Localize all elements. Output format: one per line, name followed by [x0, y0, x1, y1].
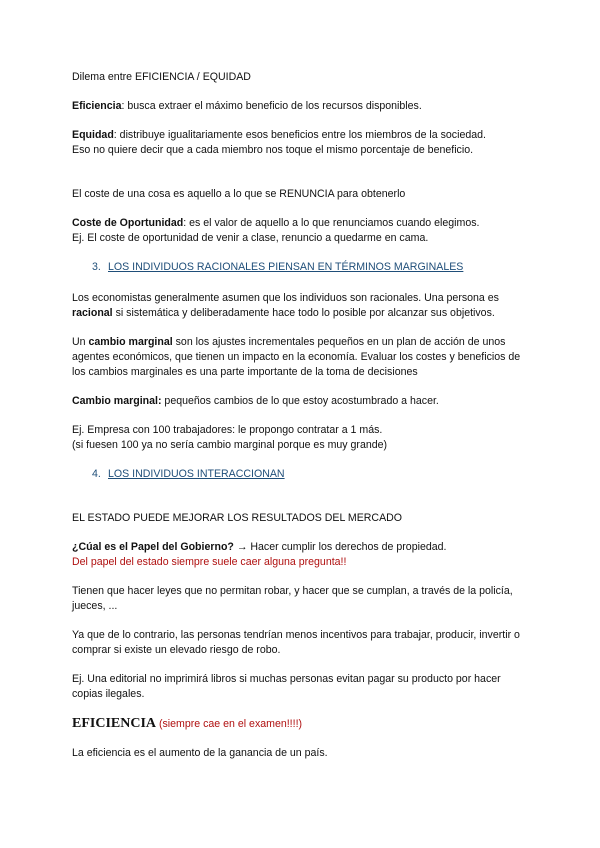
- cambio-marginal-def-term: Cambio marginal:: [72, 395, 162, 407]
- papel-paragraph: [72, 540, 532, 555]
- eficiencia-term: Eficiencia: [72, 100, 122, 112]
- estado-heading: EL ESTADO PUEDE MEJORAR LOS RESULTADOS DEL MERCADO: [72, 512, 403, 524]
- equidad-paragraph: [72, 128, 532, 143]
- section-3-link[interactable]: LOS INDIVIDUOS RACIONALES PIENSAN EN TÉRMINOS MARGINALES: [108, 261, 464, 273]
- equidad-line2: Eso no quiere decir que a cada miembro nos toque el mismo porcentaje de beneficio.: [72, 144, 474, 156]
- editorial-paragraph: Ej. Una editorial no imprimirá libros si muchas personas evitan pagar su producto por hacer copias ilegales.: [72, 673, 501, 700]
- racional-post: si sistemática y deliberadamente hace todo lo posible por alcanzar sus objetivos.: [112, 307, 495, 319]
- eficiencia-text: : busca extraer el máximo beneficio de los recursos disponibles.: [121, 100, 422, 112]
- racional-term: racional: [72, 307, 113, 319]
- section-4-link[interactable]: LOS INDIVIDUOS INTERACCIONAN: [108, 468, 285, 480]
- papel-answer: → Hacer cumplir los derechos de propiedad.: [233, 541, 447, 553]
- coste-oportunidad-text: : es el valor de aquello a lo que renunciamos cuando elegimos.: [183, 217, 480, 229]
- empresa-example-line1: Ej. Empresa con 100 trabajadores: le propongo contratar a 1 más.: [72, 424, 383, 436]
- section-4-heading: [72, 467, 532, 482]
- eficiencia-paragraph: [72, 99, 532, 114]
- eficiencia-section-note: (siempre cae en el examen!!!!): [156, 718, 303, 730]
- racional-paragraph: [72, 291, 532, 321]
- empresa-example-line2: (si fuesen 100 ya no sería cambio marginal porque es muy grande): [72, 439, 388, 451]
- leyes-paragraph: Tienen que hacer leyes que no permitan robar, y hacer que se cumplan, a través de la policía, jueces, ...: [72, 585, 513, 612]
- eficiencia-definition: La eficiencia es el aumento de la ganancia de un país.: [72, 747, 328, 759]
- document-page: [72, 70, 532, 761]
- papel-question: ¿Cúal es el Papel del Gobierno?: [72, 541, 234, 553]
- equidad-text: : distribuye igualitariamente esos beneficios entre los miembros de la sociedad.: [113, 129, 486, 141]
- eficiencia-section-heading: [72, 716, 532, 732]
- eficiencia-section-title: EFICIENCIA: [72, 716, 157, 731]
- coste-definition: El coste de una cosa es aquello a lo que se RENUNCIA para obtenerlo: [72, 188, 406, 200]
- cambio-marginal-definition: [72, 394, 532, 409]
- cambio-marginal-post: son los ajustes incrementales pequeños en un plan de acción de unos agentes económicos, que tienen un impacto en la economía. Evaluar los costes y beneficios de los cambios marginales es una parte importante de la toma de decisiones: [72, 336, 521, 378]
- section-4-number: 4.: [92, 468, 101, 480]
- doc-heading: Dilema entre EFICIENCIA / EQUIDAD: [72, 71, 251, 83]
- cambio-marginal-paragraph: [72, 335, 532, 380]
- cambio-marginal-pre: Un: [72, 336, 89, 348]
- coste-oportunidad-paragraph: [72, 216, 532, 231]
- coste-oportunidad-example: Ej. El coste de oportunidad de venir a clase, renuncio a quedarme en cama.: [72, 232, 429, 244]
- equidad-term: Equidad: [72, 129, 114, 141]
- section-3-heading: [72, 260, 532, 275]
- cambio-marginal-def-text: pequeños cambios de lo que estoy acostumbrado a hacer.: [161, 395, 439, 407]
- cambio-marginal-term: cambio marginal: [88, 336, 173, 348]
- incentivos-paragraph: Ya que de lo contrario, las personas tendrían menos incentivos para trabajar, producir, invertir o comprar si existe un elevado riesgo de robo.: [72, 629, 520, 656]
- section-3-number: 3.: [92, 261, 101, 273]
- coste-oportunidad-term: Coste de Oportunidad: [72, 217, 184, 229]
- racional-pre: Los economistas generalmente asumen que los individuos son racionales. Una persona es: [72, 292, 499, 304]
- papel-red-note: Del papel del estado siempre suele caer alguna pregunta!!: [72, 556, 347, 568]
